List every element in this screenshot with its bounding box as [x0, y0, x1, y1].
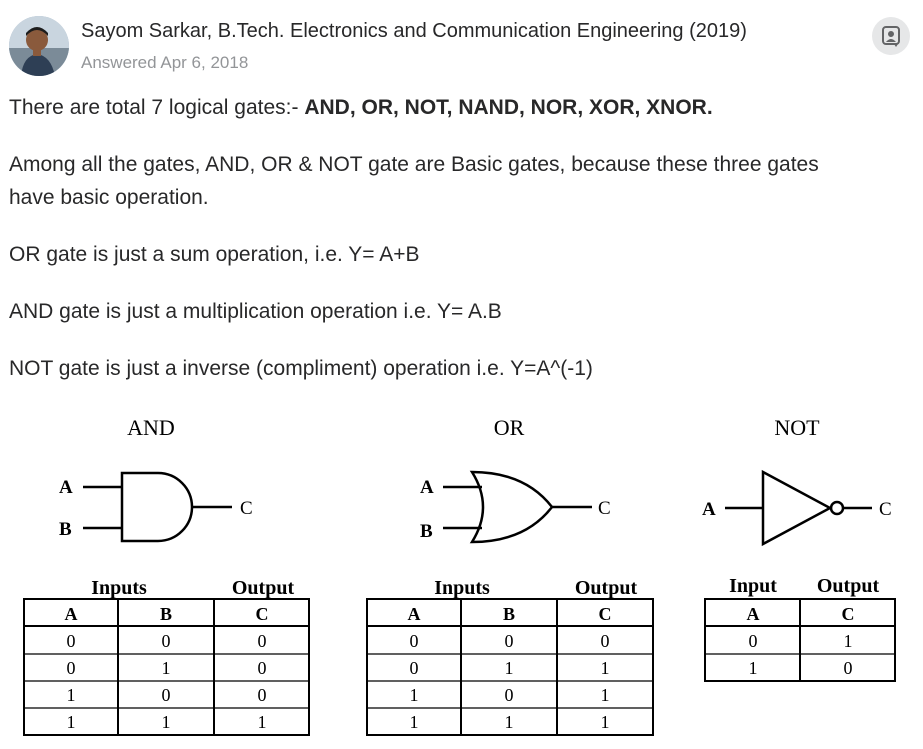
- or-col-a: A: [407, 604, 421, 624]
- and-cell: 0: [257, 631, 267, 651]
- answered-date[interactable]: Answered Apr 6, 2018: [81, 53, 249, 72]
- or-cell: 1: [409, 712, 419, 732]
- logic-gates-diagram[interactable]: [0, 400, 923, 744]
- paragraph-text: There are total 7 logical gates:-: [9, 96, 305, 119]
- and-cell: 1: [161, 658, 171, 678]
- and-cell: 1: [161, 712, 171, 732]
- and-input-b-label: B: [59, 519, 72, 540]
- or-cell: 0: [600, 631, 610, 651]
- or-input-b-label: B: [420, 521, 433, 542]
- paragraph-and-gate: AND gate is just a multiplication operation i.e. Y= A.B: [9, 300, 502, 323]
- and-cell: 0: [161, 685, 171, 705]
- gate-title-and: AND: [127, 415, 175, 440]
- gate-title-or: OR: [493, 415, 525, 440]
- and-input-a-label: A: [59, 477, 73, 498]
- author-name[interactable]: Sayom Sarkar: [81, 20, 207, 42]
- and-truth-table: [24, 577, 309, 735]
- logic-gates-image: [0, 400, 923, 744]
- or-cell: 1: [600, 685, 610, 705]
- not-output-label: C: [879, 499, 892, 520]
- or-col-c: C: [598, 604, 612, 624]
- gate-title-not: NOT: [774, 415, 820, 440]
- paragraph-or-gate: OR gate is just a sum operation, i.e. Y= A+B: [9, 243, 420, 266]
- not-cell: 0: [748, 631, 758, 651]
- or-output-header: Output: [574, 577, 638, 599]
- or-cell: 0: [409, 631, 419, 651]
- or-cell: 1: [600, 712, 610, 732]
- bookmark-user-icon: [880, 25, 902, 47]
- or-cell: 1: [504, 658, 514, 678]
- and-inputs-header: Inputs: [91, 577, 147, 599]
- or-cell: 0: [504, 631, 514, 651]
- not-input-a-label: A: [702, 499, 716, 520]
- and-cell: 0: [257, 658, 267, 678]
- not-cell: 0: [843, 658, 853, 678]
- and-cell: 0: [66, 658, 76, 678]
- or-truth-table: [367, 577, 653, 735]
- and-col-c: C: [255, 604, 269, 624]
- paragraph-not-gate: NOT gate is just a inverse (compliment) operation i.e. Y=A^(-1): [9, 357, 593, 380]
- or-input-a-label: A: [420, 477, 434, 498]
- or-inputs-header: Inputs: [434, 577, 490, 599]
- or-gate-symbol: [443, 472, 592, 542]
- avatar-photo-icon: [9, 16, 69, 76]
- and-gate-symbol: [83, 473, 232, 541]
- and-cell: 0: [66, 631, 76, 651]
- paragraph-gates-total: [9, 91, 713, 124]
- and-output-label: C: [240, 498, 253, 519]
- or-cell: 1: [409, 685, 419, 705]
- author-line: [81, 20, 747, 43]
- not-cell: 1: [748, 658, 758, 678]
- author-credential: , B.Tech. Electronics and Communication Engineering (2019): [206, 20, 747, 42]
- and-cell: 1: [66, 685, 76, 705]
- bookmark-button[interactable]: [872, 17, 910, 55]
- paragraph-basic-gates-line2: have basic operation.: [9, 186, 209, 209]
- or-output-label: C: [598, 498, 611, 519]
- or-cell: 1: [504, 712, 514, 732]
- not-input-header: Input: [729, 575, 777, 597]
- and-col-b: B: [159, 604, 173, 624]
- not-col-a: A: [746, 604, 760, 624]
- paragraph-basic-gates-line1: Among all the gates, AND, OR & NOT gate are Basic gates, because these three gates: [9, 153, 819, 176]
- answer-header: [0, 0, 923, 86]
- and-cell: 1: [66, 712, 76, 732]
- not-col-c: C: [841, 604, 855, 624]
- avatar[interactable]: [9, 16, 69, 76]
- or-cell: 0: [409, 658, 419, 678]
- and-cell: 0: [161, 631, 171, 651]
- and-cell: 0: [257, 685, 267, 705]
- and-cell: 1: [257, 712, 267, 732]
- or-cell: 1: [600, 658, 610, 678]
- or-col-b: B: [502, 604, 516, 624]
- not-gate-symbol: [725, 472, 872, 544]
- and-col-a: A: [64, 604, 78, 624]
- not-output-header: Output: [816, 575, 880, 597]
- not-cell: 1: [843, 631, 853, 651]
- not-truth-table: [705, 575, 895, 681]
- or-cell: 0: [504, 685, 514, 705]
- gate-list-bold: AND, OR, NOT, NAND, NOR, XOR, XNOR.: [304, 96, 713, 119]
- and-output-header: Output: [231, 577, 295, 599]
